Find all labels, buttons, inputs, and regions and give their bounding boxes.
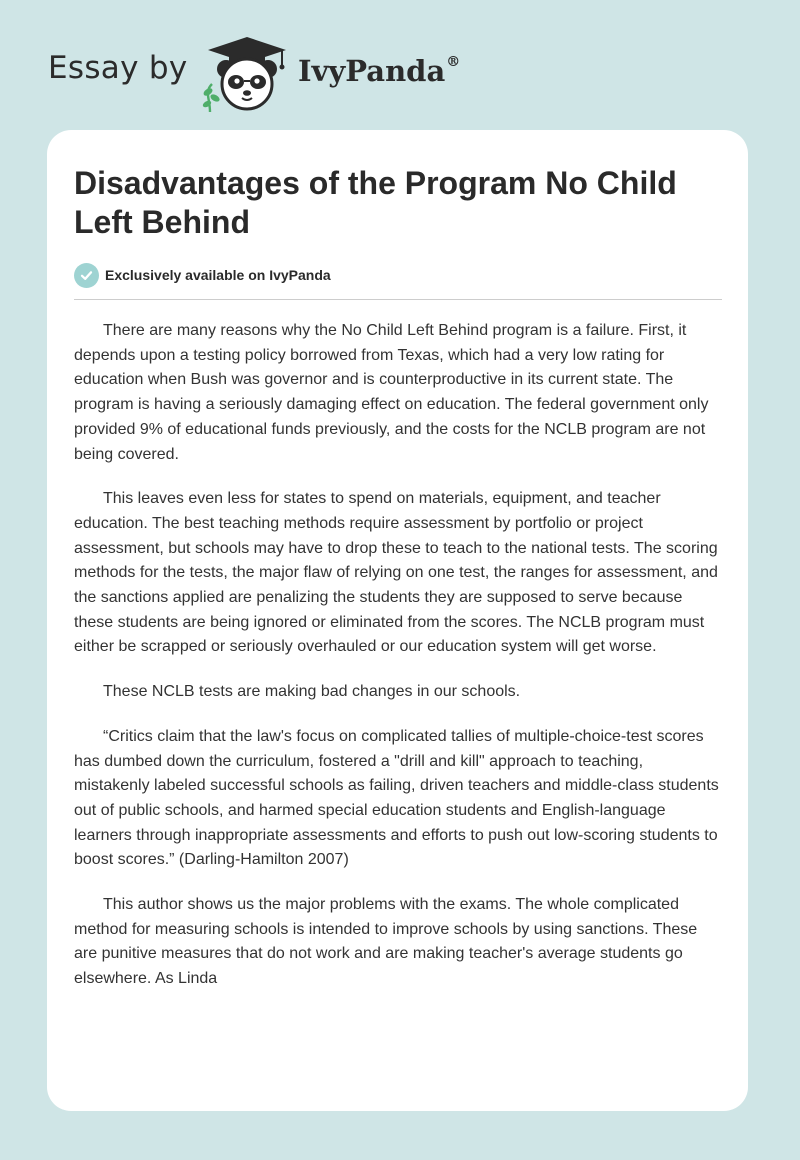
check-icon <box>74 263 99 288</box>
divider <box>74 299 722 300</box>
paragraph-quote: “Critics claim that the law's focus on complicated tallies of multiple-choice-test scores has dumbed down the curriculum, fostered a "drill and kill" approach to teaching, mistakenly labeled successful schools as failing, driven teachers and middle-class students out of public schools, and harmed special education students and English-language learners through inappropriate assessments and efforts to push out low-scoring students to boost scores.” (Darling-Hamilton 2007) <box>74 727 719 869</box>
essay-title: Disadvantages of the Program No Child Left Behind <box>74 165 677 240</box>
paragraph: There are many reasons why the No Child Left Behind program is a failure. First, it depends upon a testing policy borrowed from Texas, which had a very low rating for education when Bush was governor and is counterproductive in its current state. The program is having a seriously damaging effect on education. The federal government only provided 9% of educational funds previously, and the costs for the NCLB program are not being covered. <box>74 322 709 463</box>
exclusive-label: Exclusively available on IvyPanda <box>105 267 331 283</box>
site-header <box>48 34 508 114</box>
exclusive-badge <box>74 262 722 288</box>
paragraph: This leaves even less for states to spend on materials, equipment, and teacher education. The best teaching methods require assessment by portfolio or project assessment, but schools may have to drop these to teach to the national tests. The scoring methods for the tests, the major flaw of relying on one test, the ranges for assessment, and the sanctions applied are penalizing the students they are supposed to serve because these students are being ignored or eliminated from the scores. The NCLB program must either be scrapped or seriously overhauled or our education system will get worse. <box>74 490 718 656</box>
brand-name: IvyPanda® <box>298 54 461 88</box>
essay-card <box>47 130 748 1111</box>
essay-by-label: Essay by <box>48 50 188 86</box>
paragraph: This author shows us the major problems with the exams. The whole complicated method for measuring schools is intended to improve schools by using sanctions. These are punitive measures that do not work and are making teacher's average students go elsewhere. As Linda <box>74 896 698 988</box>
registered-mark: ® <box>446 54 461 71</box>
panda-graduate-icon <box>202 36 292 112</box>
essay-body <box>74 319 722 992</box>
paragraph: These NCLB tests are making bad changes in our schools. <box>103 683 521 701</box>
